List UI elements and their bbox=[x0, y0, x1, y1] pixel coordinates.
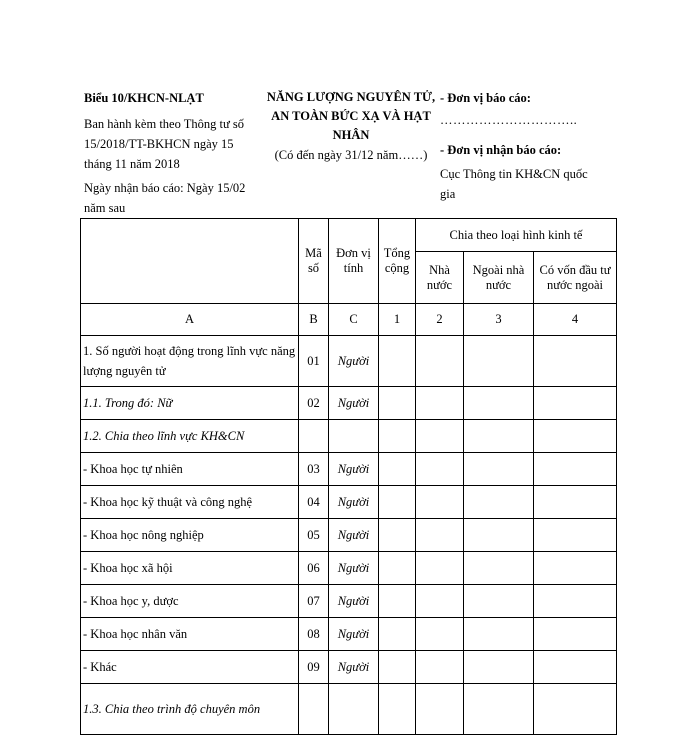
value-cell[interactable] bbox=[464, 618, 534, 651]
row-name: 1.2. Chia theo lĩnh vực KH&CN bbox=[81, 420, 299, 453]
table-row bbox=[81, 336, 617, 387]
row-name: - Khoa học nông nghiệp bbox=[81, 519, 299, 552]
table-row bbox=[81, 486, 617, 519]
row-unit: Người bbox=[329, 486, 379, 519]
value-cell[interactable] bbox=[464, 519, 534, 552]
column-letter-row bbox=[81, 304, 617, 336]
value-cell[interactable] bbox=[416, 618, 464, 651]
report-as-of: (Có đến ngày 31/12 năm……) bbox=[274, 148, 428, 162]
row-code: 01 bbox=[299, 336, 329, 387]
header-foreign: Có vốn đầu tư nước ngoài bbox=[534, 252, 617, 304]
row-unit: Người bbox=[329, 618, 379, 651]
header-left bbox=[84, 88, 264, 218]
row-code bbox=[299, 684, 329, 735]
row-code: 03 bbox=[299, 453, 329, 486]
row-code: 08 bbox=[299, 618, 329, 651]
value-cell[interactable] bbox=[416, 684, 464, 735]
value-cell[interactable] bbox=[534, 486, 617, 519]
value-cell[interactable] bbox=[379, 486, 416, 519]
value-cell[interactable] bbox=[534, 651, 617, 684]
header-non-state: Ngoài nhà nước bbox=[464, 252, 534, 304]
header-code: Mã số bbox=[299, 219, 329, 304]
value-cell[interactable] bbox=[534, 336, 617, 387]
value-cell[interactable] bbox=[534, 585, 617, 618]
row-name: - Khoa học kỹ thuật và công nghệ bbox=[81, 486, 299, 519]
header-name-cell bbox=[81, 219, 299, 304]
row-unit bbox=[329, 684, 379, 735]
row-unit: Người bbox=[329, 387, 379, 420]
value-cell[interactable] bbox=[464, 651, 534, 684]
column-letter: 3 bbox=[464, 304, 534, 336]
row-code: 04 bbox=[299, 486, 329, 519]
table-row bbox=[81, 585, 617, 618]
column-letter: 1 bbox=[379, 304, 416, 336]
value-cell[interactable] bbox=[534, 684, 617, 735]
value-cell[interactable] bbox=[379, 618, 416, 651]
received-date-text: Ngày nhận báo cáo: Ngày 15/02 năm sau bbox=[84, 181, 246, 215]
value-cell[interactable] bbox=[534, 552, 617, 585]
table-row bbox=[81, 552, 617, 585]
table-row bbox=[81, 453, 617, 486]
value-cell[interactable] bbox=[416, 651, 464, 684]
row-unit: Người bbox=[329, 453, 379, 486]
column-letter: C bbox=[329, 304, 379, 336]
value-cell[interactable] bbox=[416, 420, 464, 453]
row-code bbox=[299, 420, 329, 453]
row-unit: Người bbox=[329, 651, 379, 684]
value-cell[interactable] bbox=[416, 336, 464, 387]
row-name: - Khoa học tự nhiên bbox=[81, 453, 299, 486]
form-code: Biểu 10/KHCN-NLẠT bbox=[84, 91, 204, 105]
row-name: 1. Số người hoạt động trong lĩnh vực năng lượng nguyên tử bbox=[81, 336, 299, 387]
row-code: 05 bbox=[299, 519, 329, 552]
row-name: 1.3. Chia theo trình độ chuyên môn bbox=[81, 684, 299, 735]
value-cell[interactable] bbox=[416, 519, 464, 552]
value-cell[interactable] bbox=[464, 387, 534, 420]
value-cell[interactable] bbox=[379, 552, 416, 585]
reporting-unit-value: ………………………….. bbox=[440, 113, 578, 127]
table-row bbox=[81, 519, 617, 552]
row-unit bbox=[329, 420, 379, 453]
row-unit: Người bbox=[329, 552, 379, 585]
value-cell[interactable] bbox=[379, 420, 416, 453]
report-table bbox=[80, 218, 617, 735]
table-row bbox=[81, 684, 617, 735]
value-cell[interactable] bbox=[534, 420, 617, 453]
value-cell[interactable] bbox=[379, 453, 416, 486]
value-cell[interactable] bbox=[379, 387, 416, 420]
header-unit: Đơn vị tính bbox=[329, 219, 379, 304]
row-name: - Khoa học xã hội bbox=[81, 552, 299, 585]
header-right bbox=[440, 88, 600, 204]
value-cell[interactable] bbox=[416, 387, 464, 420]
value-cell[interactable] bbox=[464, 684, 534, 735]
issued-by-text: Ban hành kèm theo Thông tư số 15/2018/TT-BKHCN ngày 15 tháng 11 năm 2018 bbox=[84, 117, 244, 171]
receiving-unit-label: - Đơn vị nhận báo cáo: bbox=[440, 143, 562, 157]
header-by-type: Chia theo loại hình kinh tế bbox=[416, 219, 617, 252]
value-cell[interactable] bbox=[534, 618, 617, 651]
table-row bbox=[81, 387, 617, 420]
column-letter: B bbox=[299, 304, 329, 336]
value-cell[interactable] bbox=[464, 420, 534, 453]
value-cell[interactable] bbox=[464, 585, 534, 618]
value-cell[interactable] bbox=[379, 336, 416, 387]
value-cell[interactable] bbox=[464, 336, 534, 387]
row-code: 07 bbox=[299, 585, 329, 618]
value-cell[interactable] bbox=[416, 585, 464, 618]
column-letter: 2 bbox=[416, 304, 464, 336]
row-code: 09 bbox=[299, 651, 329, 684]
column-letter: A bbox=[81, 304, 299, 336]
value-cell[interactable] bbox=[534, 453, 617, 486]
receiving-unit-value: Cục Thông tin KH&CN quốc gia bbox=[440, 167, 588, 201]
row-name: - Khác bbox=[81, 651, 299, 684]
value-cell[interactable] bbox=[379, 585, 416, 618]
value-cell[interactable] bbox=[379, 684, 416, 735]
header-center bbox=[262, 88, 440, 165]
row-unit: Người bbox=[329, 336, 379, 387]
row-unit: Người bbox=[329, 585, 379, 618]
row-name: - Khoa học y, dược bbox=[81, 585, 299, 618]
value-cell[interactable] bbox=[534, 387, 617, 420]
row-unit: Người bbox=[329, 519, 379, 552]
row-name: 1.1. Trong đó: Nữ bbox=[81, 387, 299, 420]
row-code: 02 bbox=[299, 387, 329, 420]
row-name: - Khoa học nhân văn bbox=[81, 618, 299, 651]
table-row bbox=[81, 618, 617, 651]
value-cell[interactable] bbox=[464, 453, 534, 486]
table-row bbox=[81, 420, 617, 453]
value-cell[interactable] bbox=[464, 552, 534, 585]
value-cell[interactable] bbox=[379, 519, 416, 552]
header-total: Tổng cộng bbox=[379, 219, 416, 304]
value-cell[interactable] bbox=[416, 453, 464, 486]
value-cell[interactable] bbox=[379, 651, 416, 684]
value-cell[interactable] bbox=[464, 486, 534, 519]
row-code: 06 bbox=[299, 552, 329, 585]
table-row bbox=[81, 651, 617, 684]
value-cell[interactable] bbox=[416, 486, 464, 519]
header-state: Nhà nước bbox=[416, 252, 464, 304]
reporting-unit-label: - Đơn vị báo cáo: bbox=[440, 91, 531, 105]
column-letter: 4 bbox=[534, 304, 617, 336]
value-cell[interactable] bbox=[416, 552, 464, 585]
report-title: NĂNG LƯỢNG NGUYÊN TỬ, AN TOÀN BỨC XẠ VÀ HẠT NHÂN bbox=[266, 90, 436, 142]
value-cell[interactable] bbox=[534, 519, 617, 552]
